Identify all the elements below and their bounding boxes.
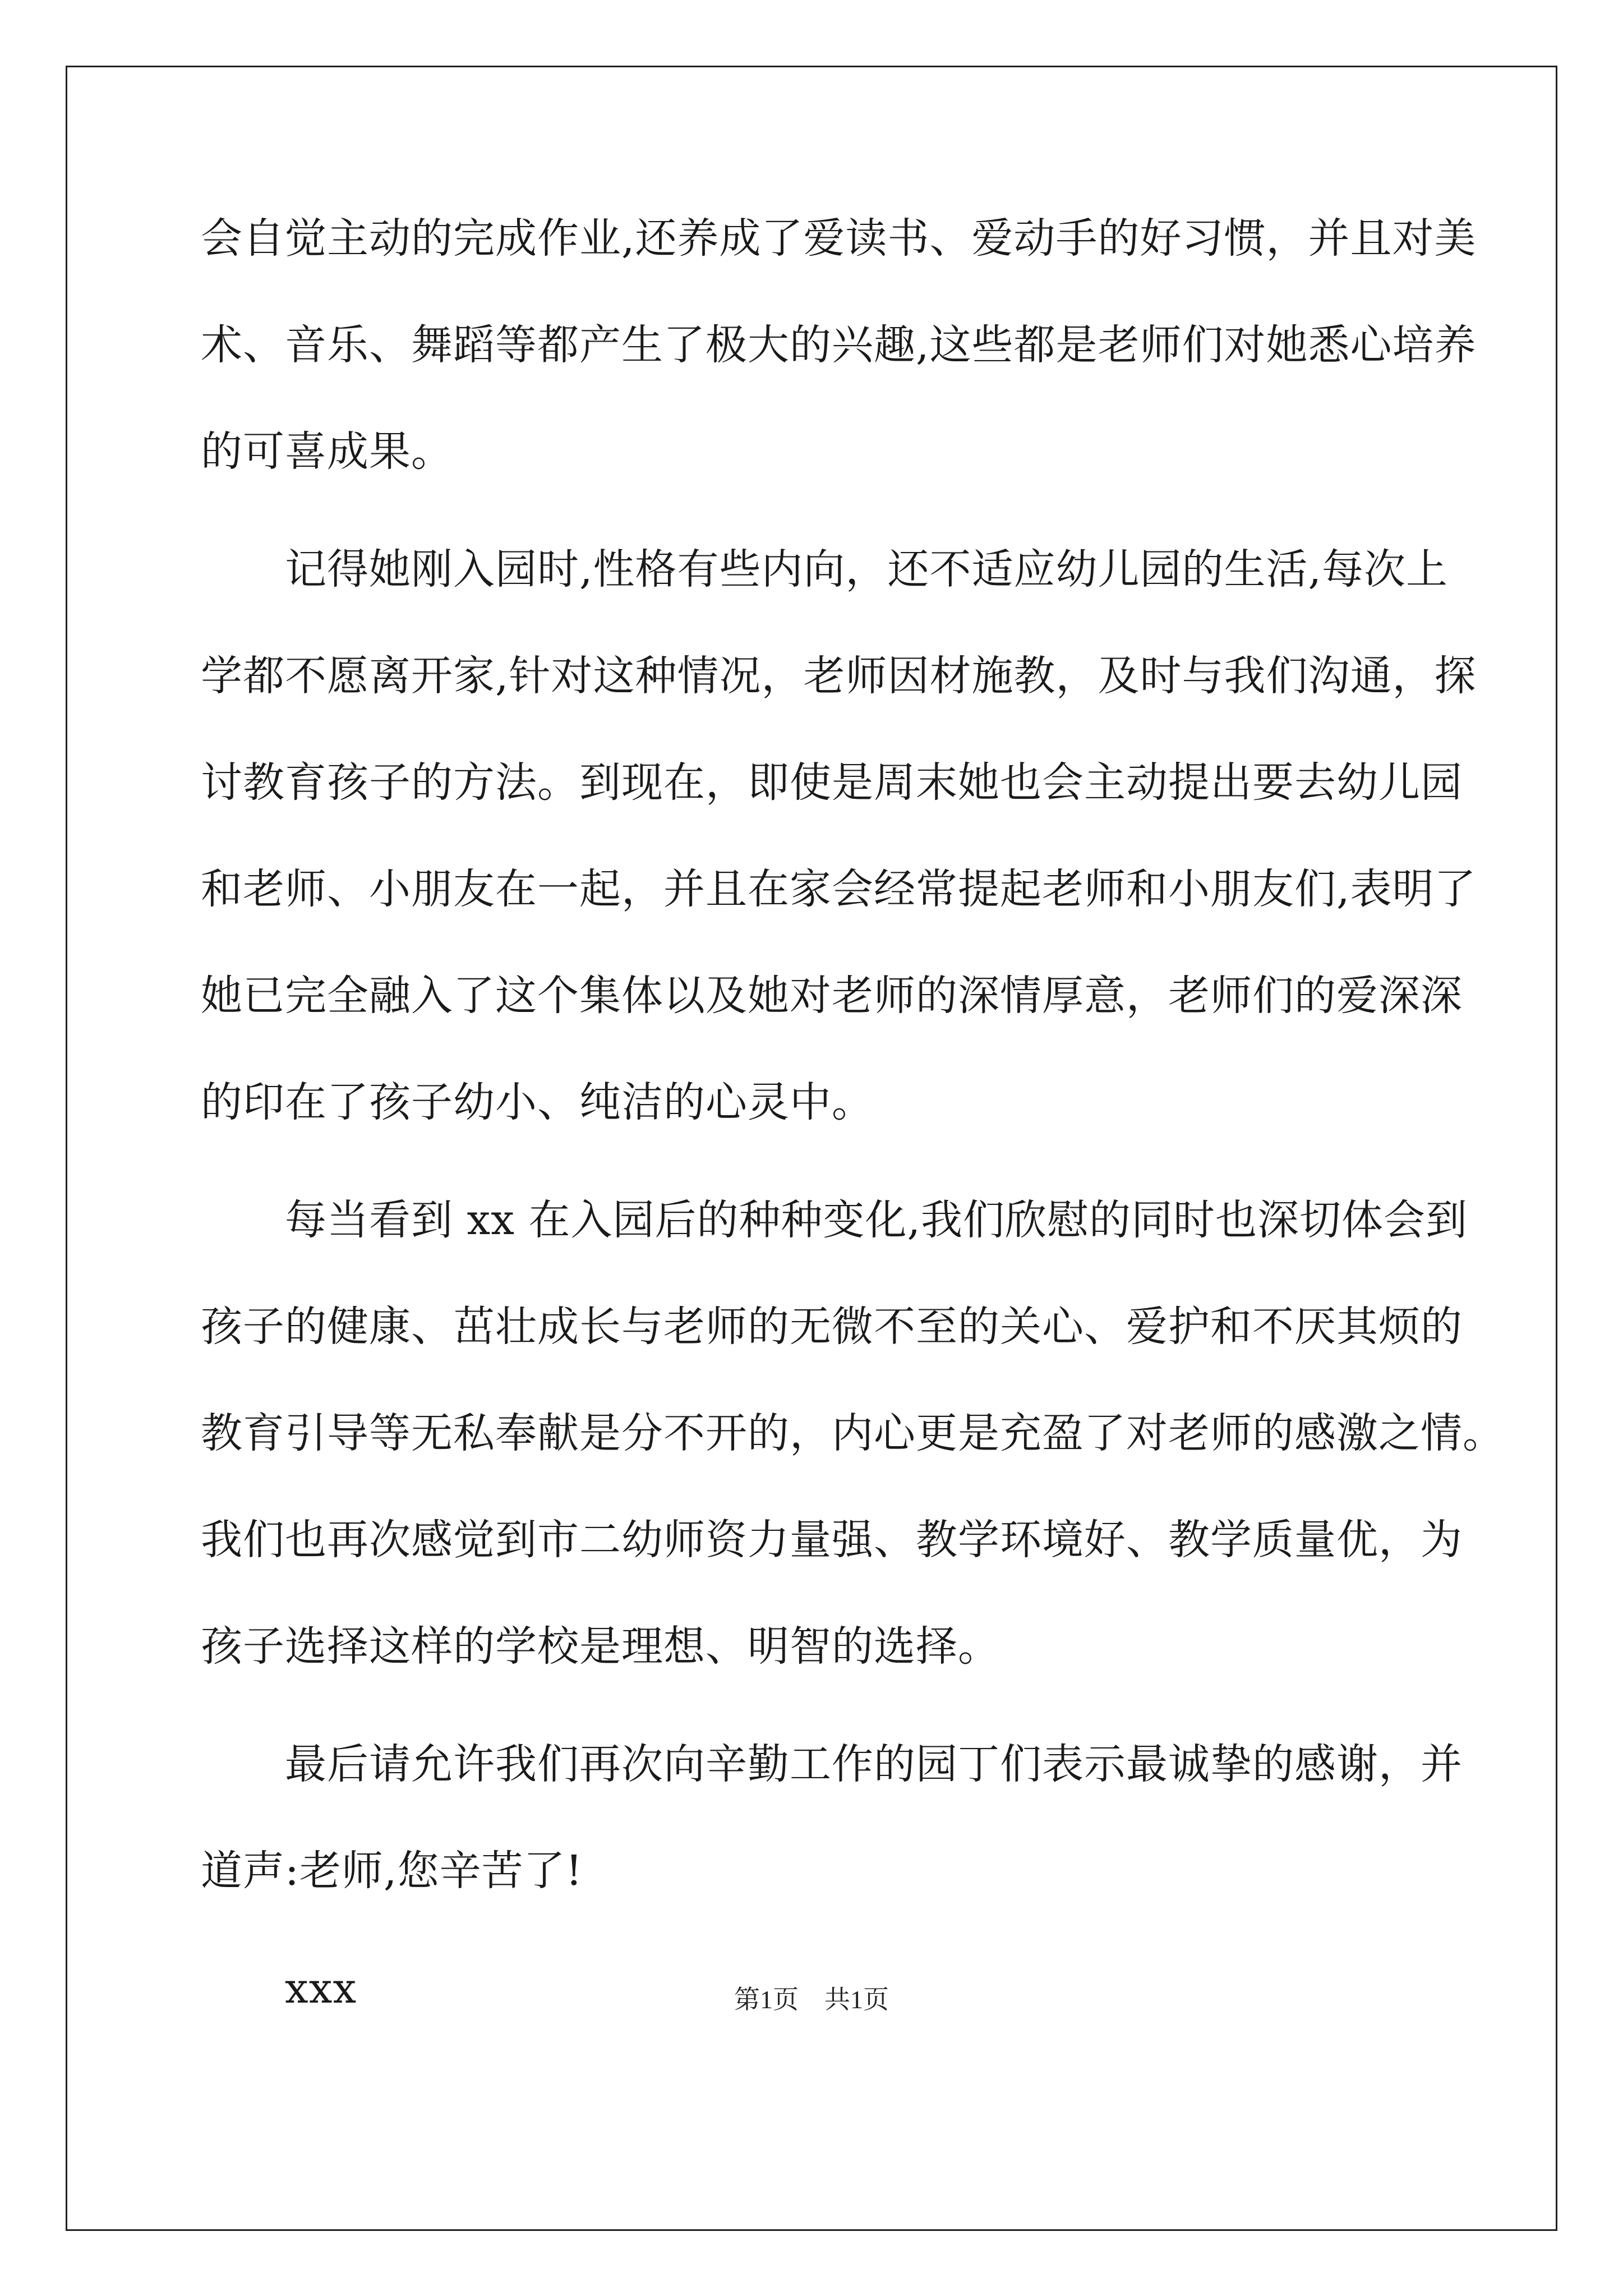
text-line: 会自觉主动的完成作业,还养成了爱读书、爱动手的好习惯，并且对美 — [201, 214, 1477, 263]
text-line: 讨教育孩子的方法。到现在，即使是周末她也会主动提出要去幼儿园 — [201, 758, 1463, 807]
text-line: 道声:老师,您辛苦了! — [201, 1847, 583, 1895]
text-line: 孩子选择这样的学校是理想、明智的选择。 — [201, 1622, 1000, 1671]
text-line: 教育引导等无私奉献是分不开的，内心更是充盈了对老师的感激之情。 — [201, 1409, 1505, 1457]
paragraph-first-line: 记得她刚入园时,性格有些内向，还不适应幼儿园的生活,每次上 — [285, 545, 1449, 593]
text-line: 孩子的健康、茁壮成长与老师的无微不至的关心、爱护和不厌其烦的 — [201, 1303, 1463, 1351]
page-footer: 第1页 共1页 — [734, 1985, 889, 2014]
text-line: 学都不愿离开家,针对这种情况，老师因材施教，及时与我们沟通，探 — [201, 652, 1477, 700]
text-line: 术、音乐、舞蹈等都产生了极大的兴趣,这些都是老师们对她悉心培养 — [201, 321, 1477, 369]
text-line: 我们也再次感觉到市二幼师资力量强、教学环境好、教学质量优，为 — [201, 1516, 1463, 1564]
paragraph-first-line: 最后请允许我们再次向辛勤工作的园丁们表示最诚挚的感谢，并 — [285, 1740, 1463, 1788]
text-line: 她已完全融入了这个集体以及她对老师的深情厚意，老师们的爱深深 — [201, 972, 1463, 1020]
paragraph-first-line: 每当看到 xx 在入园后的种种变化,我们欣慰的同时也深切体会到 — [285, 1196, 1468, 1244]
text-line: 的可喜成果。 — [201, 427, 453, 476]
text-line: 和老师、小朋友在一起，并且在家会经常提起老师和小朋友们,表明了 — [201, 865, 1477, 913]
text-line: 的印在了孩子幼小、纯洁的心灵中。 — [201, 1078, 874, 1126]
document-body — [135, 208, 1505, 2059]
signature: xxx — [285, 1964, 357, 2013]
